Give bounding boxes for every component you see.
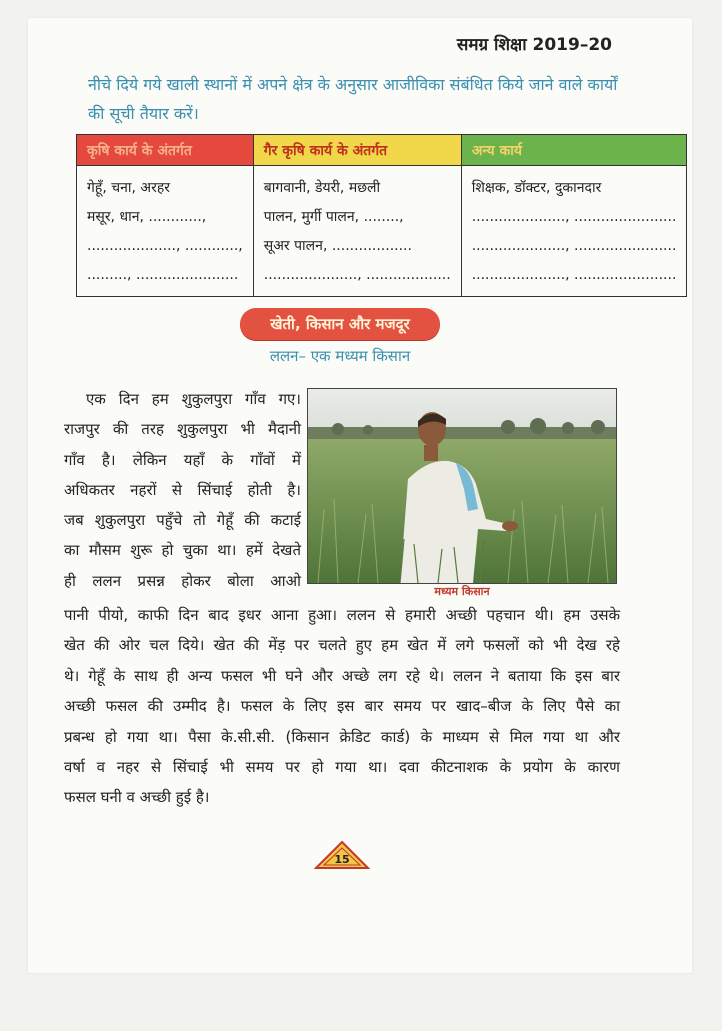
text-line: एक दिन हम शुकुलपुरा गाँव गए। — [86, 390, 301, 408]
text-line: अच्छी फसल की उम्मीद है। फसल के लिए इस बार समय पर खाद–बीज के लिए पैसे का — [64, 697, 620, 716]
text-line: का मौसम शुरू हो चुका था। हमें देखते — [64, 541, 301, 560]
cell-other-work — [461, 166, 687, 297]
text-line: गाँव है। लेकिन यहाँ के गाँवों में — [64, 450, 301, 469]
cell-line: मसूर, धान, ............, — [87, 209, 207, 225]
page-number: 15 — [334, 853, 350, 866]
table-header-row — [77, 135, 687, 166]
header-agriculture: कृषि कार्य के अंतर्गत — [77, 135, 254, 166]
text-line: खेत की ओर चल दिये। खेत की मेंड़ पर चलते हुए हम खेत में लगे फसलों को भी देख रहे — [64, 636, 620, 655]
photo-caption: मध्यम किसान — [434, 585, 490, 598]
story-paragraph-intro — [64, 384, 301, 596]
cell-agriculture — [77, 166, 254, 297]
cell-line: ........., ....................... — [87, 267, 239, 283]
text-line: थे। गेहूँ के साथ ही अन्य फसल भी घने और अच्छे लग रहे थे। ललन ने बताया कि इस बार — [64, 666, 620, 685]
header-non-agriculture: गैर कृषि कार्य के अंतर्गत — [253, 135, 461, 166]
text-line: प्रबन्ध हो गया था। पैसा के.सी.सी. (किसान क्रेडिट कार्ड) के माध्यम से मिल गया था और — [64, 727, 620, 746]
page-header: समग्र शिक्षा 2019–20 — [456, 35, 612, 55]
cell-line: गेहूँ, चना, अरहर — [87, 180, 170, 196]
text-line: जब शुकुलपुरा पहुँचे तो गेहूँ की कटाई — [64, 511, 301, 530]
cell-line: ....................., ....................... — [471, 238, 677, 254]
farmer-photo — [307, 388, 617, 584]
table-row — [77, 166, 687, 297]
cell-line: सूअर पालन, .................. — [263, 238, 412, 254]
header-other-work: अन्य कार्य — [461, 135, 687, 166]
section-title-badge: खेती, किसान और मजदूर — [240, 308, 440, 340]
cell-line: बागवानी, डेयरी, मछली — [263, 180, 381, 196]
cell-line: शिक्षक, डॉक्टर, दुकानदार — [471, 180, 602, 196]
text-line: ही ललन प्रसन्न होकर बोला आओ — [64, 571, 301, 590]
text-line: पानी पीयो, काफी दिन बाद इधर आना हुआ। ललन से हमारी अच्छी पहचान थी। हम उसके — [64, 606, 620, 624]
cell-line: ....................., ....................... — [471, 267, 677, 283]
cell-line: ...................., ............, — [87, 238, 243, 254]
story-paragraph-continued — [64, 600, 620, 813]
cell-line: पालन, मुर्गी पालन, ........, — [263, 209, 404, 225]
text-line: वर्षा व नहर से सिंचाई भी समय पर हो गया था। दवा कीटनाशक के प्रयोग के कारण — [64, 758, 620, 777]
farmer-in-wheat-field-illustration — [308, 389, 616, 583]
cell-line: ....................., ................... — [263, 267, 451, 283]
text-line: फसल घनी व अच्छी हुई है। — [64, 788, 210, 807]
section-subtitle: ललन– एक मध्यम किसान — [269, 347, 411, 365]
cell-non-agriculture — [253, 166, 461, 297]
instruction-text: नीचे दिये गये खाली स्थानों में अपने क्षेत्र के अनुसार आजीविका संबंधित किये जाने वाले कार्यों की सूची तैयार करें। — [88, 75, 618, 123]
text-line: अधिकतर नहरों से सिंचाई होती है। — [64, 480, 301, 499]
text-line: राजपुर की तरह शुकुलपुरा भी मैदानी — [64, 420, 301, 439]
cell-line: ....................., ....................... — [471, 209, 677, 225]
livelihood-table — [76, 134, 687, 297]
